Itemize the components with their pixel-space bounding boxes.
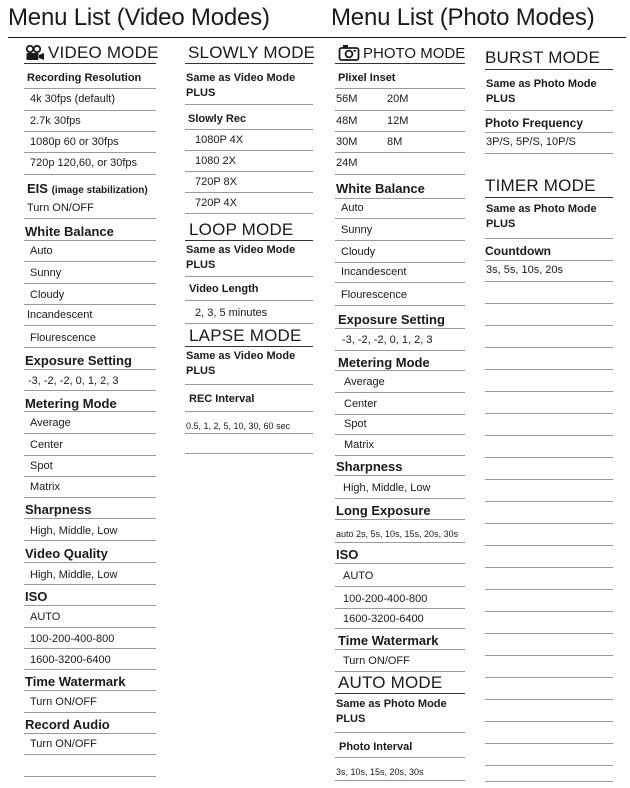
photo-iso-item: 100-200-400-800 — [343, 593, 428, 605]
photo-white-balance-item: Incandescent — [341, 266, 407, 278]
exposure-setting-value: -3, -2, -2, 0, 1, 2, 3 — [28, 375, 119, 387]
video-quality-value: High, Middle, Low — [30, 569, 118, 581]
metering-item: Center — [30, 439, 64, 451]
video-length-label: Video Length — [189, 283, 259, 295]
resolution-item: 4k 30fps (default) — [30, 93, 115, 105]
photo-time-watermark-value: Turn ON/OFF — [343, 655, 410, 667]
pixel-row: 24M — [336, 157, 358, 169]
photo-submodes-column — [485, 0, 613, 788]
heading-video-modes: Menu List (Video Modes) — [8, 4, 270, 31]
pixel-inset-label: Plixel Inset — [338, 72, 396, 84]
video-length-value: 2, 3, 5 minutes — [195, 307, 268, 319]
metering-mode-label: Metering Mode — [25, 396, 117, 411]
sharpness-value: High, Middle, Low — [30, 525, 118, 537]
eis-value: Turn ON/OFF — [27, 202, 94, 214]
lapse-same-as: Same as Video Mode — [186, 350, 296, 362]
long-exposure-value: auto 2s, 5s, 10s, 15s, 20s, 30s — [336, 529, 459, 539]
record-audio-value: Turn ON/OFF — [30, 738, 97, 750]
resolution-item: 720p 120,60, or 30fps — [30, 157, 138, 169]
recording-resolution-label: Recording Resolution — [27, 72, 142, 84]
resolution-item: 1080p 60 or 30fps — [30, 136, 119, 148]
iso-label: ISO — [25, 589, 48, 604]
photo-exposure-value: -3, -2, -2, 0, 1, 2, 3 — [342, 334, 433, 346]
slowly-rec-item: 720P 8X — [195, 176, 238, 188]
auto-same-as: Same as Photo Mode — [336, 698, 447, 710]
metering-item: Matrix — [30, 481, 60, 493]
white-balance-item: Flourescence — [30, 332, 97, 344]
photo-exposure-label: Exposure Setting — [338, 312, 445, 327]
video-mode-column — [24, 0, 159, 788]
loop-plus: PLUS — [186, 259, 216, 271]
rec-interval-value: 0.5, 1, 2, 5, 10, 30, 60 sec — [186, 421, 291, 431]
record-audio-label: Record Audio — [25, 717, 110, 732]
pixel-row: 48M 12M — [336, 115, 409, 127]
photo-metering-item: Average — [344, 376, 385, 388]
lapse-mode-title: LAPSE MODE — [189, 326, 302, 345]
photo-sharpness-value: High, Middle, Low — [343, 482, 431, 494]
iso-item: 100-200-400-800 — [30, 633, 115, 645]
burst-plus: PLUS — [486, 93, 516, 105]
photo-metering-item: Center — [344, 398, 378, 410]
photo-frequency-value: 3P/S, 5P/S, 10P/S — [486, 136, 576, 148]
iso-item: 1600-3200-6400 — [30, 654, 111, 666]
photo-mode-column — [335, 0, 465, 788]
auto-mode-title: AUTO MODE — [338, 673, 443, 692]
slowly-plus: PLUS — [186, 87, 216, 99]
photo-iso-item: AUTO — [343, 570, 374, 582]
countdown-value: 3s, 5s, 10s, 20s — [486, 264, 564, 276]
photo-sharpness-label: Sharpness — [336, 459, 403, 474]
burst-same-as: Same as Photo Mode — [486, 78, 597, 90]
auto-plus: PLUS — [336, 713, 366, 725]
photo-iso-label: ISO — [336, 547, 359, 562]
photo-white-balance-item: Cloudy — [341, 246, 376, 258]
loop-mode-title: LOOP MODE — [189, 220, 294, 239]
video-mode-title: VIDEO MODE — [25, 43, 159, 66]
timer-plus: PLUS — [486, 218, 516, 230]
video-quality-label: Video Quality — [25, 546, 108, 561]
sharpness-label: Sharpness — [25, 502, 92, 517]
pixel-row: 56M 20M — [336, 93, 409, 105]
photo-frequency-label: Photo Frequency — [485, 116, 584, 130]
timer-mode-title: TIMER MODE — [485, 176, 596, 195]
white-balance-item: Cloudy — [30, 289, 65, 301]
slowly-same-as: Same as Video Mode — [186, 72, 296, 84]
photo-metering-label: Metering Mode — [338, 355, 430, 370]
photo-interval-value: 3s, 10s, 15s, 20s, 30s — [336, 767, 424, 777]
white-balance-item: Incandescent — [27, 309, 93, 321]
photo-metering-item: Spot — [344, 418, 367, 430]
resolution-item: 2.7k 30fps — [30, 115, 81, 127]
metering-item: Spot — [30, 460, 53, 472]
exposure-setting-label: Exposure Setting — [25, 353, 132, 368]
heading-photo-modes: Menu List (Photo Modes) — [331, 4, 595, 31]
time-watermark-label: Time Watermark — [25, 674, 126, 689]
video-submodes-column — [185, 0, 316, 788]
photo-time-watermark-label: Time Watermark — [338, 633, 439, 648]
slowly-rec-label: Slowly Rec — [188, 113, 247, 125]
rec-interval-label: REC Interval — [189, 393, 255, 405]
photo-iso-item: 1600-3200-6400 — [343, 613, 424, 625]
time-watermark-value: Turn ON/OFF — [30, 696, 97, 708]
white-balance-item: Auto — [30, 245, 53, 257]
lapse-plus: PLUS — [186, 365, 216, 377]
iso-item: AUTO — [30, 611, 61, 623]
photo-interval-label: Photo Interval — [339, 741, 413, 753]
burst-mode-title: BURST MODE — [485, 48, 601, 67]
white-balance-item: Sunny — [30, 267, 62, 279]
metering-item: Average — [30, 417, 71, 429]
photo-camera-icon — [338, 44, 360, 65]
photo-white-balance-item: Flourescence — [341, 289, 408, 301]
long-exposure-label: Long Exposure — [336, 503, 431, 518]
photo-metering-item: Matrix — [344, 439, 374, 451]
pixel-row: 30M 8M — [336, 136, 403, 148]
eis-label: EIS (image stabilization) — [27, 181, 148, 196]
photo-white-balance-item: Auto — [341, 202, 364, 214]
photo-mode-title: PHOTO MODE — [338, 44, 465, 65]
slowly-rec-item: 720P 4X — [195, 197, 238, 209]
photo-white-balance-item: Sunny — [341, 224, 373, 236]
timer-same-as: Same as Photo Mode — [486, 203, 597, 215]
loop-same-as: Same as Video Mode — [186, 244, 296, 256]
slowly-rec-item: 1080P 4X — [195, 134, 244, 146]
slowly-mode-title: SLOWLY MODE — [188, 43, 316, 62]
white-balance-label: White Balance — [25, 224, 114, 239]
countdown-label: Countdown — [485, 244, 551, 258]
photo-white-balance-label: White Balance — [336, 181, 425, 196]
slowly-rec-item: 1080 2X — [195, 155, 236, 167]
